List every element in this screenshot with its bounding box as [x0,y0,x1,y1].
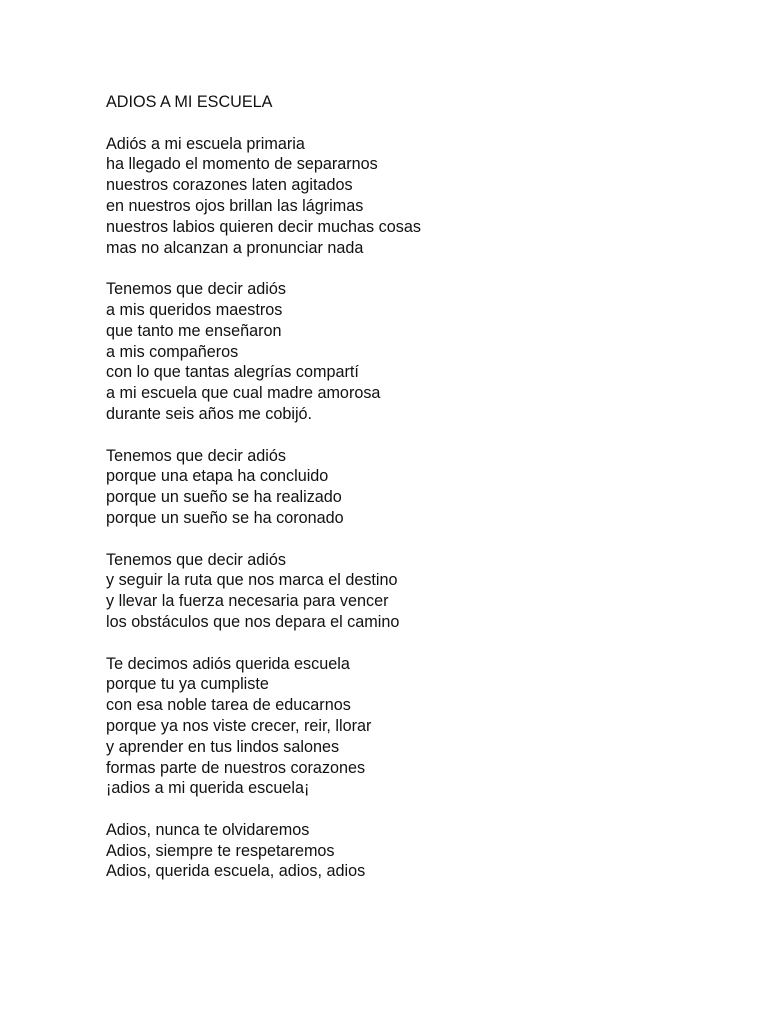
stanza-6 [106,820,726,882]
poem-line: con lo que tantas alegrías compartí [106,363,359,382]
poem-line: porque un sueño se ha realizado [106,488,342,507]
poem-line: a mis queridos maestros [106,300,283,319]
poem-line: formas parte de nuestros corazones [106,758,366,777]
poem-line: a mis compañeros [106,342,239,361]
poem-line: y aprender en tus lindos salones [106,737,340,756]
poem-line: Te decimos adiós querida escuela [106,654,350,673]
poem-line: nuestros corazones laten agitados [106,176,353,195]
stanza-5 [106,654,726,800]
poem-line: los obstáculos que nos depara el camino [106,612,400,631]
poem [106,92,726,882]
poem-line: Tenemos que decir adiós [106,446,286,465]
poem-line: a mi escuela que cual madre amorosa [106,384,381,403]
poem-line: nuestros labios quieren decir muchas cosas [106,217,421,236]
poem-title: ADIOS A MI ESCUELA [106,93,273,111]
poem-line: durante seis años me cobijó. [106,404,313,423]
stanza-1 [106,134,726,259]
poem-line: ha llegado el momento de separarnos [106,155,378,174]
poem-line: Adios, siempre te respetaremos [106,841,335,860]
poem-line: y llevar la fuerza necesaria para vencer [106,592,389,611]
poem-line: en nuestros ojos brillan las lágrimas [106,196,364,215]
poem-line: porque una etapa ha concluido [106,467,329,486]
stanza-3 [106,446,726,529]
stanza-4 [106,550,726,633]
stanza-2 [106,279,726,425]
poem-line: Adios, nunca te olvidaremos [106,820,310,839]
poem-line: Adiós a mi escuela primaria [106,134,305,153]
poem-line: Tenemos que decir adiós [106,550,286,569]
poem-line: Adios, querida escuela, adios, adios [106,862,366,881]
poem-line: Tenemos que decir adiós [106,280,286,299]
poem-line: porque ya nos viste crecer, reir, llorar [106,716,372,735]
poem-line: ¡adios a mi querida escuela¡ [106,779,310,798]
poem-line: y seguir la ruta que nos marca el destino [106,571,398,590]
poem-line: con esa noble tarea de educarnos [106,696,351,715]
poem-line: porque un sueño se ha coronado [106,508,344,527]
poem-line: porque tu ya cumpliste [106,675,269,694]
poem-line: mas no alcanzan a pronunciar nada [106,238,364,257]
poem-line: que tanto me enseñaron [106,321,282,340]
